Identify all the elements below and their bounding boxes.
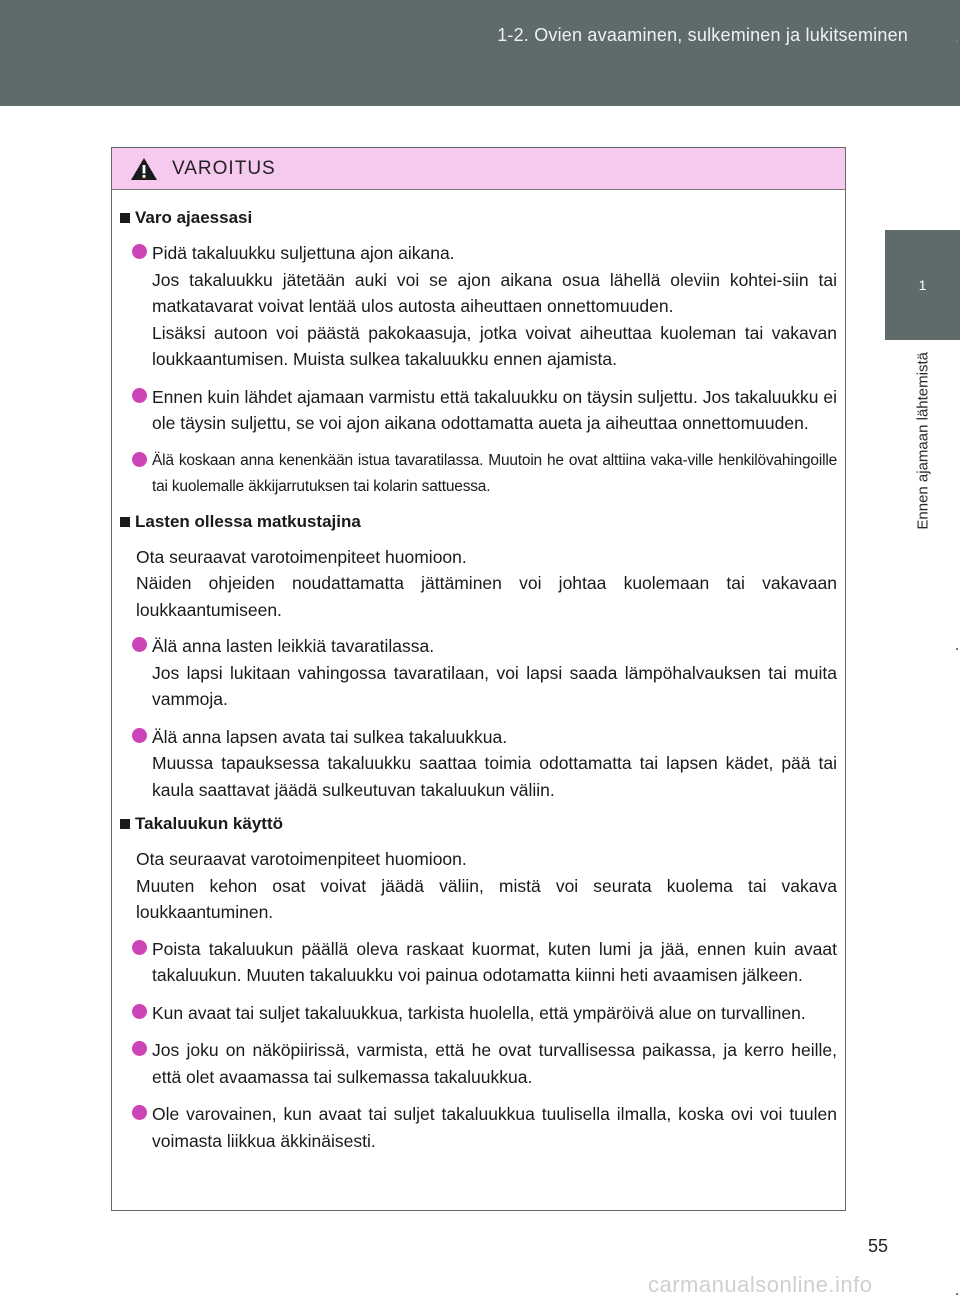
section-heading: Takaluukun käyttö: [120, 814, 837, 834]
edge-mark: [956, 40, 958, 42]
bullet-dot-icon: [132, 728, 147, 743]
bullet-dot-icon: [132, 388, 147, 403]
chapter-number: 1: [918, 277, 927, 293]
bullet-dot-icon: [132, 940, 147, 955]
bullet-dot-icon: [132, 244, 147, 259]
chapter-label: Ennen ajamaan lähtemistä: [914, 352, 931, 530]
edge-mark: [956, 1293, 958, 1295]
page-number: 55: [868, 1236, 889, 1256]
section-intro: Ota seuraavat varotoimenpiteet huomioon. Muuten kehon osat voivat jäädä väliin, mistä voi seurata kuolema tai vakava loukkaantuminen.: [136, 849, 837, 922]
bullet-dot-icon: [132, 1004, 147, 1019]
list-item: Älä koskaan anna kenenkään istua tavaratilassa. Muutoin he ovat alttiina vaka-ville henkilövahingoille tai kuolemalle äkkijarrutuksen tai kolarin sattuessa.: [132, 448, 837, 501]
list-item: Jos joku on näköpiirissä, varmista, että he ovat turvallisessa paikassa, ja kerro heille, että olet avaamassa tai sulkemassa takaluukkua.: [132, 1037, 837, 1090]
warning-header: [112, 148, 845, 190]
warning-title: VAROITUS: [172, 157, 276, 179]
list-item: Kun avaat tai suljet takaluukkua, tarkista huolella, että ympäröivä alue on turvallinen.: [132, 1000, 837, 1027]
page-header: [0, 0, 960, 106]
square-bullet-icon: [120, 517, 130, 527]
chapter-tab: [885, 230, 960, 340]
list-item: Älä anna lapsen avata tai sulkea takaluukkua. Muussa tapauksessa takaluukku saattaa toimia odottamatta tai lapsen kädet, pää tai kaula saattavat jäädä sulkeutuvan takaluukun väliin.: [132, 724, 837, 804]
square-bullet-icon: [120, 819, 130, 829]
edge-mark: [956, 648, 958, 650]
list-item: Ennen kuin lähdet ajamaan varmistu että takaluukku on täysin suljettu. Jos takaluukku ei ole täysin suljettu, se voi ajon aikana odottamatta aueta ja aiheuttaa onnettomuuden.: [132, 384, 837, 437]
list-item: Älä anna lasten leikkiä tavaratilassa. Jos lapsi lukitaan vahingossa tavaratilaan, voi lapsi saada lämpöhalvauksen tai muita vammoja.: [132, 633, 837, 713]
bullet-dot-icon: [132, 452, 147, 467]
list-item: Pidä takaluukku suljettuna ajon aikana. Jos takaluukku jätetään auki voi se ajon aikana osua lähellä oleviin kohtei-siin tai matkatavarat voivat lentää ulos autosta aiheuttaen onnettomuuden. Lisäksi autoon voi päästä pakokaasuja, jotka voivat aiheuttaa kuoleman tai vakavan loukkaantumisen. Muista sulkea takaluukku ennen ajamista.: [132, 240, 837, 373]
list-item: Poista takaluukun päällä oleva raskaat kuormat, kuten lumi ja jää, ennen kuin avaat takaluukun. Muuten takaluukku voi painua odotamatta kiinni heti avaamisen jälkeen.: [132, 936, 837, 989]
square-bullet-icon: [120, 213, 130, 223]
bullet-dot-icon: [132, 637, 147, 652]
chapter-label-area: [885, 340, 960, 640]
warning-box: [111, 147, 846, 1211]
bullet-dot-icon: [132, 1105, 147, 1120]
warning-triangle-icon: [130, 157, 158, 181]
watermark-logo: carmanualsonline.info: [648, 1272, 873, 1297]
bullet-dot-icon: [132, 1041, 147, 1056]
section-heading: Varo ajaessasi: [120, 208, 837, 228]
list-item: Ole varovainen, kun avaat tai suljet takaluukkua tuulisella ilmalla, koska ovi voi tuulen voimasta liikkua äkkinäisesti.: [132, 1101, 837, 1154]
warning-content: [112, 190, 845, 1154]
section-heading: Lasten ollessa matkustajina: [120, 512, 837, 532]
header-title: 1-2. Ovien avaaminen, sulkeminen ja lukitseminen: [497, 25, 908, 45]
section-intro: Ota seuraavat varotoimenpiteet huomioon. Näiden ohjeiden noudattamatta jättäminen voi johtaa kuolemaan tai vakavaan loukkaantumiseen.: [136, 546, 837, 620]
